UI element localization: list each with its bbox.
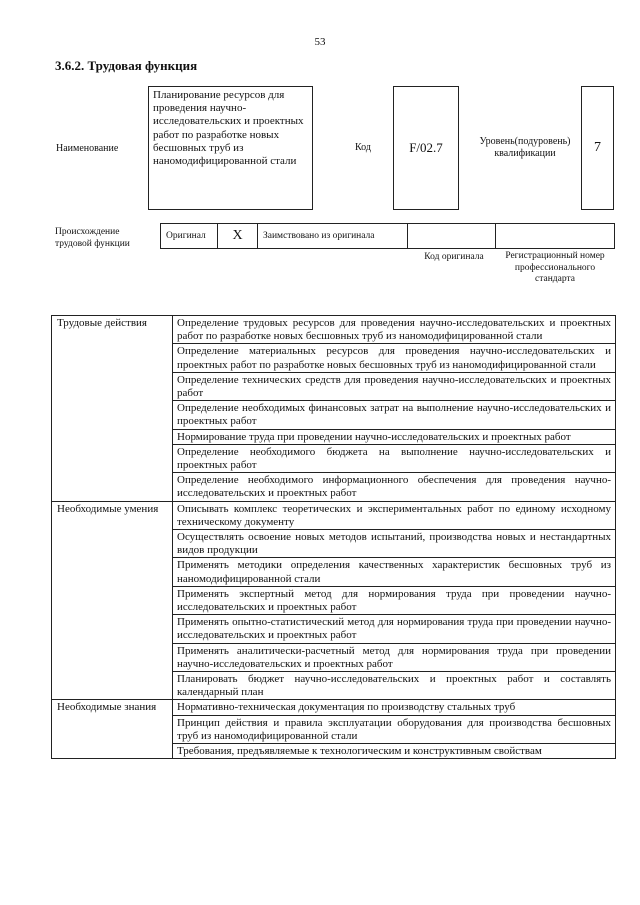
name-label: Наименование <box>56 143 119 154</box>
level-box <box>581 86 614 210</box>
item-cell: Определение необходимого информационного обеспечения для проведения научно-исследовательских и проектных работ <box>173 473 616 501</box>
origin-table <box>160 223 615 249</box>
code-box <box>393 86 459 210</box>
borrowed-label: Заимствовано из оригинала <box>258 224 408 249</box>
table-row <box>52 700 616 715</box>
code-original-cell <box>408 224 496 249</box>
function-name-value: Планирование ресурсов для проведения научно-исследовательских и проектных работ по разработке новых бесшовных труб из наномодифицированной стали <box>153 89 304 168</box>
item-cell: Применять экспертный метод для нормирования труда при проведении научно-исследовательских и проектных работ <box>173 586 616 614</box>
item-cell: Требования, предъявляемые к технологическим и конструктивным свойствам <box>173 744 616 759</box>
original-label: Оригинал <box>161 224 218 249</box>
item-cell: Определение необходимых финансовых затрат на выполнение научно-исследовательских и проектных работ <box>173 401 616 429</box>
code-value: F/02.7 <box>409 140 443 155</box>
reg-number-caption: Регистрационный номер профессионального стандарта <box>505 251 605 284</box>
function-details-table <box>51 315 616 759</box>
code-original-caption: Код оригинала <box>424 252 484 262</box>
item-cell: Описывать комплекс теоретических и экспериментальных работ по единому исходному техническому документу <box>173 501 616 529</box>
item-cell: Определение необходимого бюджета на выполнение научно-исследовательских и проектных работ <box>173 444 616 472</box>
item-cell: Определение материальных ресурсов для проведения научно-исследовательских и проектных работ по разработке новых бесшовных труб из наномодифицированной стали <box>173 344 616 372</box>
item-cell: Определение технических средств для проведения научно-исследовательских и проектных работ <box>173 372 616 400</box>
item-cell: Применять методики определения качественных характеристик бесшовных труб из наномодифицированной стали <box>173 558 616 586</box>
item-cell: Определение трудовых ресурсов для проведения научно-исследовательских и проектных работ по разработке новых бесшовных труб из наномодифицированной стали <box>173 316 616 344</box>
item-cell: Нормирование труда при проведении научно-исследовательских и проектных работ <box>173 429 616 444</box>
item-cell: Нормативно-техническая документация по производству стальных труб <box>173 700 616 715</box>
category-cell: Необходимые знания <box>52 700 173 759</box>
origin-label: Происхождение трудовой функции <box>55 227 130 249</box>
function-name-box <box>148 86 313 210</box>
category-cell: Трудовые действия <box>52 316 173 502</box>
item-cell: Осуществлять освоение новых методов испытаний, производства новых и нестандартных видов продукции <box>173 530 616 558</box>
category-cell: Необходимые умения <box>52 501 173 700</box>
code-label: Код <box>355 142 371 153</box>
item-cell: Принцип действия и правила эксплуатации оборудования для производства бесшовных труб из наномодифицированной стали <box>173 715 616 743</box>
item-cell: Планировать бюджет научно-исследовательских и проектных работ и составлять календарный план <box>173 672 616 700</box>
item-cell: Применять аналитически-расчетный метод для нормирования труда при проведении научно-исследовательских и проектных работ <box>173 643 616 671</box>
item-cell: Применять опытно-статистический метод для нормирования труда при проведении научно-исследовательских и проектных работ <box>173 615 616 643</box>
table-row <box>52 316 616 344</box>
page-number: 53 <box>314 36 326 48</box>
table-row <box>52 501 616 529</box>
original-mark: X <box>218 224 258 249</box>
level-label: Уровень(подуровень) квалификации <box>479 136 571 159</box>
reg-number-cell <box>496 224 615 249</box>
section-title: 3.6.2. Трудовая функция <box>55 58 198 73</box>
level-value: 7 <box>594 140 601 155</box>
